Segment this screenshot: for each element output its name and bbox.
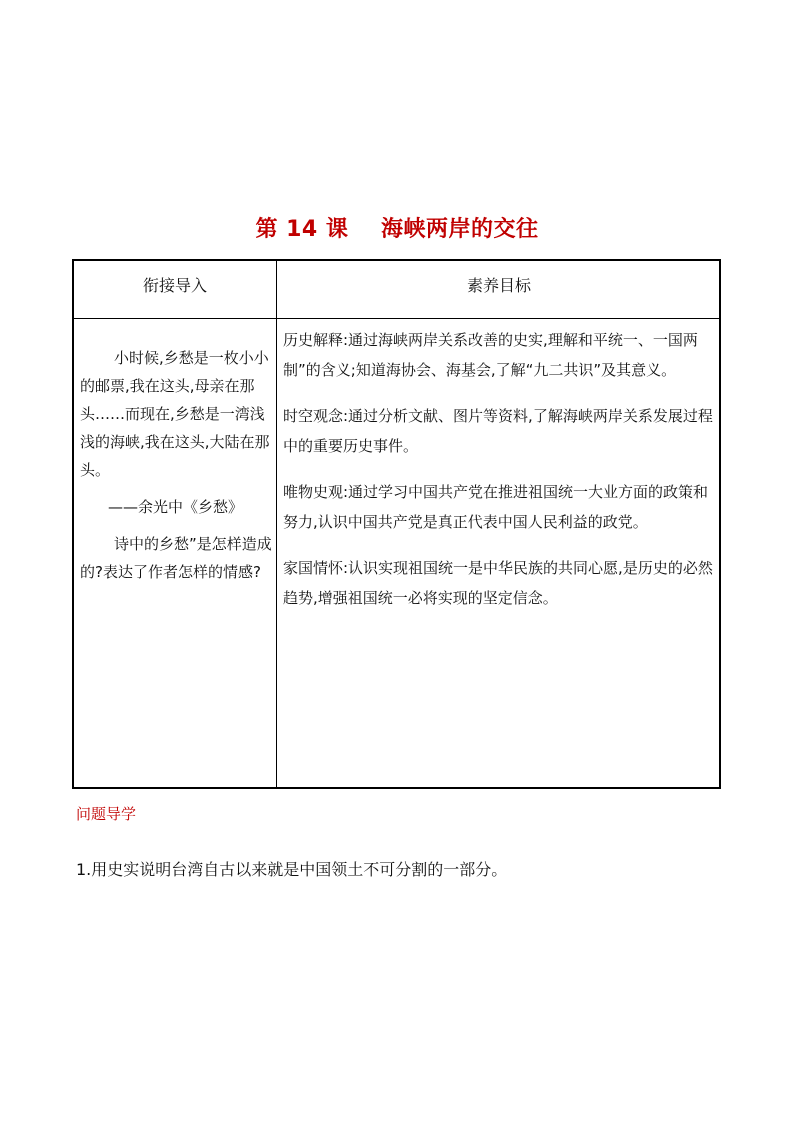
goal-historical-materialism: 唯物史观:通过学习中国共产党在推进祖国统一大业方面的政策和努力,认识中国共产党是真正代表中国人民利益的政党。 <box>283 483 709 531</box>
goal-space-time: 时空观念:通过分析文献、图片等资料,了解海峡两岸关系发展过程中的重要历史事件。 <box>283 407 713 455</box>
goal-patriotism: 家国情怀:认识实现祖国统一是中华民族的共同心愿,是历史的必然趋势,增强祖国统一必将实现的坚定信念。 <box>283 559 713 607</box>
lesson-table <box>72 259 721 789</box>
intro-question: 诗中的乡愁”是怎样造成的?表达了作者怎样的情感? <box>80 535 272 581</box>
section-label: 问题导学 <box>76 805 137 823</box>
question-1: 1.用史实说明台湾自古以来就是中国领土不可分割的一部分。 <box>76 860 508 879</box>
intro-attribution: ——余光中《乡愁》 <box>108 498 244 516</box>
goal-historical-explanation: 历史解释:通过海峡两岸关系改善的史实,理解和平统一、一国两制”的含义;知道海协会、海基会,了解“九二共识”及其意义。 <box>283 331 698 379</box>
lesson-title: 第 14 课 海峡两岸的交往 <box>255 217 539 242</box>
intro-cell <box>80 344 274 595</box>
table-header-row <box>74 261 719 319</box>
goals-cell <box>283 325 719 629</box>
column-divider <box>276 261 277 787</box>
intro-poem: 小时候,乡愁是一枚小小的邮票,我在这头,母亲在那头……而现在,乡愁是一湾浅浅的海峡,我在这头,大陆在那头。 <box>80 349 270 479</box>
header-goals: 素养目标 <box>466 276 531 295</box>
header-intro: 衔接导入 <box>142 276 207 295</box>
